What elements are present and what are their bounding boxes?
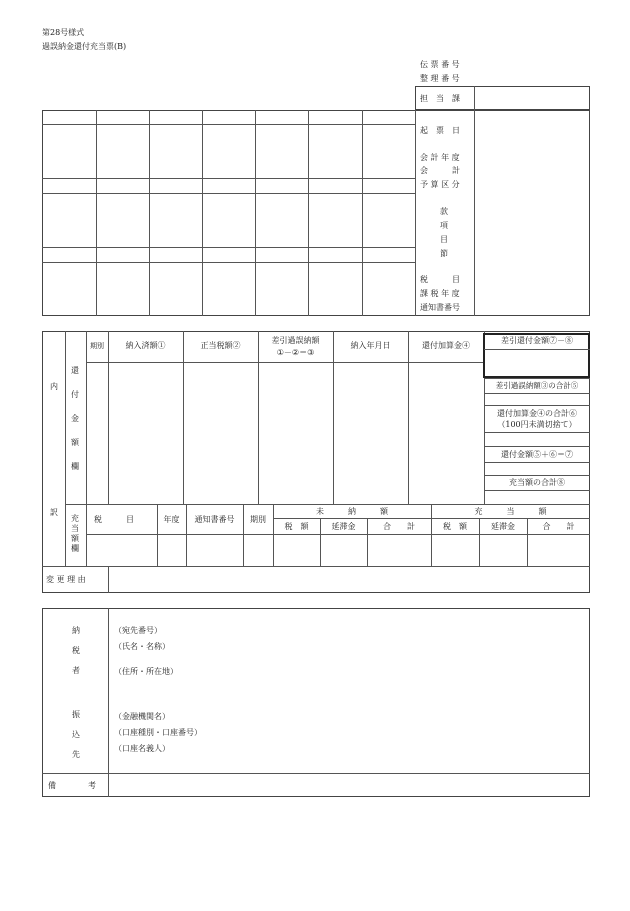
- koza-meigi-label: （口座名義人）: [114, 744, 170, 753]
- nozeisha-label: 納 税 者: [72, 626, 80, 675]
- mino-entaikin-header: 延滞金: [331, 522, 356, 531]
- seiri-number-label: 整 理 番 号: [420, 74, 460, 83]
- kou-label: 項: [440, 221, 448, 230]
- jyuto-gaku-header: 充 当 額: [474, 507, 547, 516]
- kanpu7-label: 還付金額⑤＋⑥＝⑦: [501, 450, 573, 459]
- nonyu-zumi-header: 納入済額①: [125, 341, 166, 350]
- jyuto-goukei-header: 合 計: [542, 522, 575, 531]
- sashihiki-kanpu-header: 差引還付金額⑦－⑧: [501, 336, 573, 345]
- kanpu-kasan-header: 還付加算金④: [422, 341, 470, 350]
- kanpu-kingaku-ran-label: 還 付 金 額 欄: [71, 366, 79, 471]
- koza-label: （口座種別・口座番号）: [114, 728, 202, 737]
- denpyo-number-label: 伝 票 番 号: [420, 60, 460, 69]
- top-grid: [42, 110, 590, 316]
- jyuto-zeimoku-header: 税 目: [94, 515, 134, 524]
- jyuto8-label: 充当額の合計⑧: [509, 478, 565, 487]
- shimei-label: （氏名・名称）: [114, 642, 170, 651]
- wake-label: 訳: [50, 508, 58, 517]
- mino-gaku-header: 未 納 額: [316, 507, 388, 516]
- kazei-nendo-label: 課 税 年 度: [420, 289, 460, 298]
- moku-label: 目: [440, 235, 448, 244]
- jyuto-entaikin-header: 延滞金: [491, 522, 515, 531]
- kibetsu-header: 期別: [90, 342, 104, 350]
- jyuto-kibetsu-header: 期別: [250, 515, 266, 524]
- kaikei-nendo-label: 会 計 年 度: [420, 153, 460, 162]
- form-number: 第28号様式: [42, 28, 85, 37]
- mino-goukei-header: 合 計: [383, 522, 415, 531]
- kihyobi-label: 起 票 日: [420, 126, 460, 135]
- atesaki-no-label: （宛先番号）: [114, 626, 162, 635]
- tanto-ka-label: 担 当 課: [420, 94, 460, 103]
- setsu-label: 節: [440, 249, 448, 258]
- uchi-label: 内: [50, 382, 58, 391]
- kaikei-label: 会 計: [420, 166, 460, 175]
- zeimoku-label: 税 目: [420, 275, 460, 284]
- jyuto-tsuchisho-header: 通知書番号: [194, 515, 235, 524]
- nonyu-ymd-header: 納入年月日: [350, 341, 391, 350]
- payee-box: [42, 608, 590, 797]
- tsuchisho-no-label: 通知書番号: [420, 303, 460, 312]
- sei-zeigaku-header: 正当税額②: [200, 341, 241, 350]
- kinyu-kikan-label: （金融機関名）: [114, 712, 170, 721]
- form-title: 過誤納金還付充当票(B): [42, 42, 127, 51]
- sashihiki-kago-header: 差引過誤納額: [271, 336, 320, 345]
- goukei6-label: 還付加算金④の合計⑥: [497, 409, 577, 418]
- biko-label: 備 考: [48, 781, 96, 790]
- mino-zeigaku-header: 税 額: [284, 522, 309, 531]
- henko-riyu-label: 変 更 理 由: [46, 575, 86, 584]
- furikomisaki-label: 振 込 先: [72, 710, 80, 759]
- jyuto-nendo-header: 年度: [163, 515, 180, 524]
- jusho-label: （住所・所在地）: [114, 667, 178, 676]
- jyuto-zeigaku-header: 税 額: [443, 522, 467, 531]
- sashihiki-kago-formula: ①－②＝③: [276, 348, 315, 357]
- goukei6-note: （100円未満切捨て）: [497, 420, 577, 429]
- goukei5-label: 差引過誤納額③の合計⑤: [495, 381, 579, 390]
- kan-label: 款: [440, 207, 448, 216]
- jyuto-ran-label: 充 当 額 欄: [71, 514, 79, 553]
- yosan-kubun-label: 予 算 区 分: [420, 180, 460, 189]
